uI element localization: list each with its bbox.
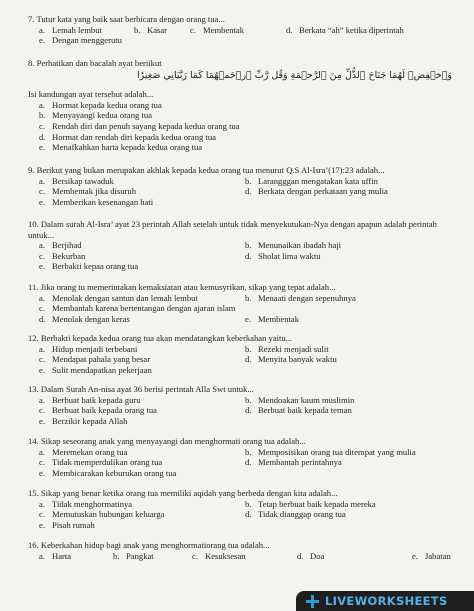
option-letter: a.	[39, 292, 45, 303]
option-letter: c.	[39, 405, 45, 416]
option-text: Membentak jika disuruh	[52, 186, 137, 197]
option-e[interactable]	[412, 551, 451, 562]
question-text: 11. Jika orang tu memerintakan kemaksiatan atau kemusyrikan, sikap yang tepat adalah...	[28, 282, 336, 292]
option-letter: e.	[39, 196, 45, 207]
option-row	[39, 100, 456, 111]
option-letter: c.	[39, 354, 45, 365]
option-text: Pangkat	[126, 550, 154, 561]
option-b[interactable]	[113, 551, 154, 562]
option-row	[39, 457, 456, 468]
option-letter: a.	[39, 394, 45, 405]
option-row	[39, 197, 456, 208]
option-a[interactable]	[39, 293, 198, 304]
option-letter: d.	[245, 186, 252, 197]
option-letter: b.	[245, 292, 252, 303]
option-text: Hormat dan rendah diri kepada kedua orang tua	[52, 131, 216, 142]
option-letter: e.	[412, 550, 418, 561]
option-letter: b.	[245, 240, 252, 251]
option-d[interactable]	[245, 509, 346, 520]
question-text: 15. Sikap yang benar ketika orang tua memiliki aqidah yang berbeda dengan kita adalah...	[28, 488, 338, 498]
option-c[interactable]	[192, 551, 246, 562]
option-letter: d.	[286, 24, 293, 35]
option-e[interactable]	[39, 142, 202, 153]
option-letter: e.	[245, 313, 251, 324]
question-text: 9. Berikut yang bukan merupakan akhlak kepada kedua orang tua menurut Q.S Al-Isra’(17):23 adalah...	[28, 165, 385, 175]
option-row	[39, 142, 456, 153]
option-letter: d.	[245, 457, 252, 468]
question-subtext: Isi kandungan ayat tersebut adalah...	[28, 89, 154, 100]
option-d[interactable]	[245, 354, 337, 365]
option-letter: c.	[39, 120, 45, 131]
option-text: Bekurban	[52, 250, 86, 261]
option-text: Lemah lembut	[52, 24, 102, 35]
option-letter: b.	[245, 343, 252, 354]
option-d[interactable]	[39, 314, 130, 325]
question-15	[28, 488, 456, 530]
option-text: Hormat kepada kedua orang tua	[52, 99, 162, 110]
option-letter: c.	[190, 24, 196, 35]
option-letter: b.	[245, 175, 252, 186]
option-text: Membantah perintahnya	[258, 457, 342, 468]
option-row	[39, 132, 456, 143]
option-text: Larangggan mengatakan kata uffin	[258, 175, 378, 186]
question-text: 8. Perhatikan dan bacalah ayat beriikut	[28, 58, 162, 68]
question-11	[28, 282, 456, 324]
option-c[interactable]	[39, 251, 85, 262]
option-a[interactable]	[39, 551, 71, 562]
option-row	[39, 261, 456, 272]
option-letter: a.	[39, 550, 45, 561]
option-row	[39, 499, 456, 510]
liveworksheets-banner[interactable]	[296, 591, 474, 611]
option-a[interactable]	[39, 25, 102, 36]
option-e[interactable]	[39, 197, 153, 208]
option-letter: c.	[39, 186, 45, 197]
option-text: Menafkahkan harta kepada kedua orang tua	[52, 142, 203, 153]
option-text: Mendapat pahala yang besar	[52, 354, 151, 365]
option-letter: e.	[39, 415, 45, 426]
option-e[interactable]	[245, 314, 299, 325]
option-b[interactable]	[245, 176, 378, 187]
option-text: Membicarakan keburukan orang tua	[52, 467, 177, 478]
option-a[interactable]	[39, 447, 127, 458]
option-a[interactable]	[39, 395, 141, 406]
option-text: Tidak dianggap orang tua	[258, 509, 346, 520]
option-letter: d.	[39, 131, 46, 142]
plus-icon	[306, 595, 319, 608]
question-text: 10. Dalam surah Al-Isra’ ayat 23 perintah Allah setelah untuk tidak menyekutukan-Nya dengan apapun adalah perintah untuk...	[28, 219, 437, 240]
question-text: 7. Tutur kata yang baik saat berbicara dengan orang tua...	[28, 14, 225, 24]
question-text: 16. Keberkahan hidup bagi anak yang menghormatiorang tua adalah...	[28, 540, 270, 550]
option-c[interactable]	[39, 405, 157, 416]
option-text: Meremekan orang tua	[52, 446, 128, 457]
option-text: Berbuat baik kepada orang tua	[52, 405, 157, 416]
question-13	[28, 384, 456, 426]
answer-options	[39, 395, 456, 427]
answer-options	[39, 100, 456, 153]
option-text: Memberikan kesenangan hati	[52, 196, 154, 207]
option-d[interactable]	[286, 25, 404, 36]
option-text: Berzikir kepada Allah	[52, 415, 128, 426]
question-text: 14. Sikap seseorang anak yang menyayangi dan menghormati orang tua adalah...	[28, 436, 306, 446]
option-letter: c.	[39, 457, 45, 468]
option-b[interactable]	[245, 395, 354, 406]
option-row	[39, 344, 456, 355]
option-text: Berkata “ah” ketika diperintah	[299, 24, 404, 35]
option-letter: e.	[39, 467, 45, 478]
option-letter: a.	[39, 498, 45, 509]
question-10	[28, 219, 456, 272]
option-text: Bersikap tawaduk	[52, 175, 114, 186]
question-16	[28, 540, 456, 561]
option-letter: b.	[245, 498, 252, 509]
question-7	[28, 14, 456, 46]
option-letter: d.	[297, 550, 304, 561]
option-text: Rezeki menjadi sulit	[258, 343, 329, 354]
question-14	[28, 436, 456, 478]
option-text: Hidup menjadi terbebani	[52, 343, 138, 354]
option-b[interactable]	[39, 110, 152, 121]
option-letter: e.	[39, 35, 45, 46]
option-row	[39, 551, 456, 562]
answer-options	[39, 176, 456, 208]
question-12	[28, 333, 456, 375]
option-text: Menyita banyak waktu	[258, 354, 337, 365]
question-9	[28, 165, 456, 207]
option-text: Kasar	[147, 24, 168, 35]
option-d[interactable]	[245, 186, 388, 197]
option-a[interactable]	[39, 344, 137, 355]
option-text: Rendah diri dan penuh sayang kepada kedua orang tua	[52, 120, 240, 131]
option-text: Berbuat baik kepada guru	[52, 394, 141, 405]
option-e[interactable]	[39, 261, 138, 272]
option-b[interactable]	[245, 499, 376, 510]
option-text: Tidak menghormatinya	[52, 498, 133, 509]
answer-options	[39, 551, 456, 562]
option-row	[39, 447, 456, 458]
option-row	[39, 35, 456, 46]
option-row	[39, 25, 456, 36]
option-text: Membentak	[258, 313, 300, 324]
option-row	[39, 240, 456, 251]
option-letter: b.	[245, 446, 252, 457]
answer-options	[39, 499, 456, 531]
option-d[interactable]	[245, 251, 321, 262]
option-text: Membantah karena bertentangan dengan ajaran islam	[52, 303, 236, 314]
option-letter: b.	[134, 24, 141, 35]
option-e[interactable]	[39, 468, 176, 479]
option-a[interactable]	[39, 100, 162, 111]
option-a[interactable]	[39, 176, 114, 187]
option-text: Menunaikan ibadah haji	[258, 240, 342, 251]
option-text: Harta	[52, 550, 72, 561]
option-text: Dengan menggerutu	[52, 35, 122, 46]
option-b[interactable]	[245, 293, 356, 304]
option-text: Berbuat baik kepada teman	[258, 405, 352, 416]
option-text: Memposisikan orang tua ditempat yang mulia	[258, 446, 416, 457]
option-letter: a.	[39, 175, 45, 186]
option-text: Berbakti kepaa orang tua	[52, 261, 139, 272]
option-letter: d.	[245, 509, 252, 520]
option-letter: c.	[39, 303, 45, 314]
option-row	[39, 176, 456, 187]
option-e[interactable]	[39, 365, 152, 376]
option-letter: d.	[245, 250, 252, 261]
option-letter: a.	[39, 99, 45, 110]
option-text: Tetap berbuat baik kepada mereka	[258, 498, 376, 509]
option-text: Menolak dengan keras	[52, 313, 130, 324]
answer-options	[39, 447, 456, 479]
option-d[interactable]	[245, 405, 352, 416]
option-letter: a.	[39, 343, 45, 354]
option-text: Menaati dengan sepenuhnya	[258, 292, 356, 303]
option-letter: c.	[39, 509, 45, 520]
option-text: Pisah rumah	[52, 519, 95, 530]
option-letter: b.	[113, 550, 120, 561]
option-text: Memutuskan hubungan keluarga	[52, 509, 165, 520]
option-text: Doa	[310, 550, 325, 561]
option-b[interactable]	[245, 344, 329, 355]
option-e[interactable]	[39, 35, 122, 46]
question-text: 13. Dalam Surah An-nisa ayat 36 berisi perintah Alla Swt untuk...	[28, 384, 254, 394]
option-a[interactable]	[39, 499, 132, 510]
option-row	[39, 251, 456, 262]
option-a[interactable]	[39, 240, 82, 251]
option-e[interactable]	[39, 416, 127, 427]
option-text: Berjihad	[52, 240, 82, 251]
option-letter: e.	[39, 364, 45, 375]
option-letter: a.	[39, 24, 45, 35]
option-row	[39, 186, 456, 197]
option-c[interactable]	[39, 509, 165, 520]
option-text: Tidak memperdulikan orang tua	[52, 457, 163, 468]
option-row	[39, 314, 456, 325]
option-d[interactable]	[39, 132, 216, 143]
option-d[interactable]	[245, 457, 342, 468]
option-letter: e.	[39, 519, 45, 530]
option-row	[39, 354, 456, 365]
option-letter: c.	[192, 550, 198, 561]
option-row	[39, 509, 456, 520]
option-row	[39, 395, 456, 406]
option-letter: e.	[39, 142, 45, 153]
option-letter: d.	[39, 313, 46, 324]
option-c[interactable]	[39, 457, 162, 468]
option-text: Menolak dengan santun dan lemah lembut	[52, 292, 198, 303]
option-row	[39, 405, 456, 416]
option-c[interactable]	[39, 121, 240, 132]
option-row	[39, 293, 456, 304]
option-letter: e.	[39, 261, 45, 272]
option-c[interactable]	[190, 25, 244, 36]
option-letter: b.	[245, 394, 252, 405]
option-letter: a.	[39, 240, 45, 251]
option-letter: d.	[245, 354, 252, 365]
option-text: Jabatan	[425, 550, 451, 561]
option-text: Sholat lima waktu	[258, 250, 321, 261]
option-row	[39, 520, 456, 531]
option-text: Kesuksesan	[205, 550, 246, 561]
option-row	[39, 365, 456, 376]
option-row	[39, 110, 456, 121]
answer-options	[39, 25, 456, 46]
option-text: Sulit mendapatkan pekerjaan	[52, 364, 152, 375]
option-letter: d.	[245, 405, 252, 416]
answer-options	[39, 293, 456, 325]
option-letter: a.	[39, 446, 45, 457]
option-d[interactable]	[297, 551, 324, 562]
option-letter: c.	[39, 250, 45, 261]
answer-options	[39, 240, 456, 272]
option-c[interactable]	[39, 354, 150, 365]
option-b[interactable]	[134, 25, 167, 36]
option-text: Mendoakan kaum muslimin	[258, 394, 355, 405]
option-row	[39, 121, 456, 132]
arabic-verse: وَٱخۡفِضۡ لَهُمَا جَنَاحَ ٱلذُّلِّ مِنَ ٱلرَّحۡمَةِ وَقُل رَّبِّ ٱرۡحَمۡهُمَا كَمَا رَبَّيَانِي صَغِيرٗا	[137, 69, 452, 81]
option-row	[39, 416, 456, 427]
option-text: Berkata dengan perkataan yang mulia	[258, 186, 388, 197]
option-row	[39, 468, 456, 479]
option-e[interactable]	[39, 520, 95, 531]
option-b[interactable]	[245, 447, 416, 458]
answer-options	[39, 344, 456, 376]
option-letter: b.	[39, 110, 46, 121]
option-c[interactable]	[39, 186, 136, 197]
option-text: Membentak	[203, 24, 245, 35]
option-text: Menyayangi kedua orang tua	[52, 110, 152, 121]
option-b[interactable]	[245, 240, 341, 251]
question-text: 12. Berbakti kepada kedua orang tua akan mendatangkan keberkahan yaitu...	[28, 333, 293, 343]
option-row	[39, 303, 456, 314]
question-8	[28, 58, 456, 153]
liveworksheets-logo-text: LIVEWORKSHEETS	[325, 594, 448, 608]
option-c[interactable]	[39, 303, 236, 314]
